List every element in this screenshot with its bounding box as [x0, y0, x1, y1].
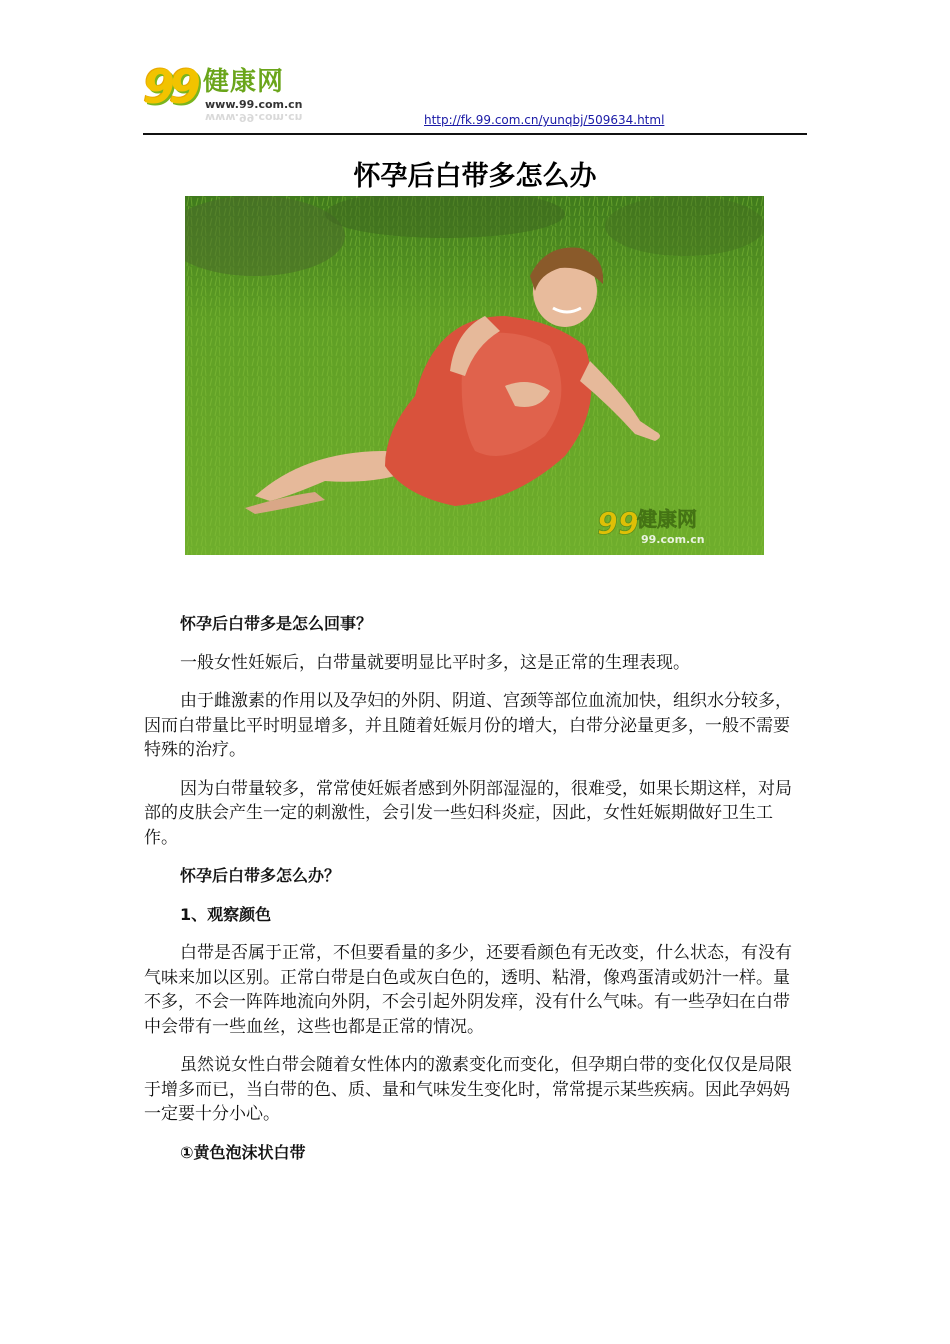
section-heading: 怀孕后白带多是怎么回事？ — [180, 614, 373, 633]
body-paragraph: 虽然说女性白带会随着女性体内的激素变化而变化，但孕期白带的变化仅仅是局限于增多而已，当白带的色、质、量和气味发生变化时，常常提示某些疾病。因此孕妈妈一定要十分小心。 — [144, 1055, 792, 1124]
page-header — [143, 60, 807, 136]
pregnant-woman-on-grass-image — [185, 196, 764, 555]
logo-number: 99 — [143, 60, 196, 114]
watermark — [597, 507, 705, 546]
body-paragraph: 一般女性妊娠后，白带量就要明显比平时多，这是正常的生理表现。 — [180, 652, 690, 673]
logo-name: 健康网 — [203, 67, 285, 97]
header-divider — [143, 133, 807, 135]
site-logo[interactable] — [143, 60, 343, 126]
body-paragraph: 因为白带量较多，常常使妊娠者感到外阴部湿湿的，很难受，如果长期这样，对局部的皮肤会产生一定的刺激性，会引发一些妇科炎症，因此，女性妊娠期做好卫生工作。 — [144, 778, 792, 848]
svg-text:健康网: 健康网 — [637, 507, 697, 531]
section-heading: 怀孕后白带多怎么办？ — [180, 866, 341, 885]
body-paragraph: 白带是否属于正常，不但要看量的多少，还要看颜色有无改变，什么状态，有没有气味来加以区别。正常白带是白色或灰白色的，透明、粘滑，像鸡蛋清或奶汁一样。量不多，不会一阵阵地流向外阴，不会引起外阴发痒，没有什么气味。有一些孕妇在白带中会带有一些血丝，这些也都是正常的情况。 — [144, 943, 792, 1037]
section-heading: ①黄色泡沫状白带 — [180, 1142, 306, 1162]
logo-url: www.99.com.cn — [205, 98, 303, 111]
section-heading: 1、观察颜色 — [180, 904, 272, 924]
svg-text:99: 99 — [597, 507, 639, 542]
article-body — [144, 612, 804, 1179]
svg-text:99.com.cn: 99.com.cn — [641, 533, 705, 546]
logo-url-reflection: www.99.com.cn — [205, 111, 303, 124]
article-photo — [185, 196, 764, 555]
body-paragraph: 由于雌激素的作用以及孕妇的外阴、阴道、宫颈等部位血流加快，组织水分较多，因而白带量比平时明显增多，并且随着妊娠月份的增大，白带分泌量更多，一般不需要特殊的治疗。 — [144, 691, 792, 760]
source-link[interactable]: http://fk.99.com.cn/yunqbj/509634.html — [424, 113, 665, 127]
page-title: 怀孕后白带多怎么办 — [353, 161, 597, 192]
